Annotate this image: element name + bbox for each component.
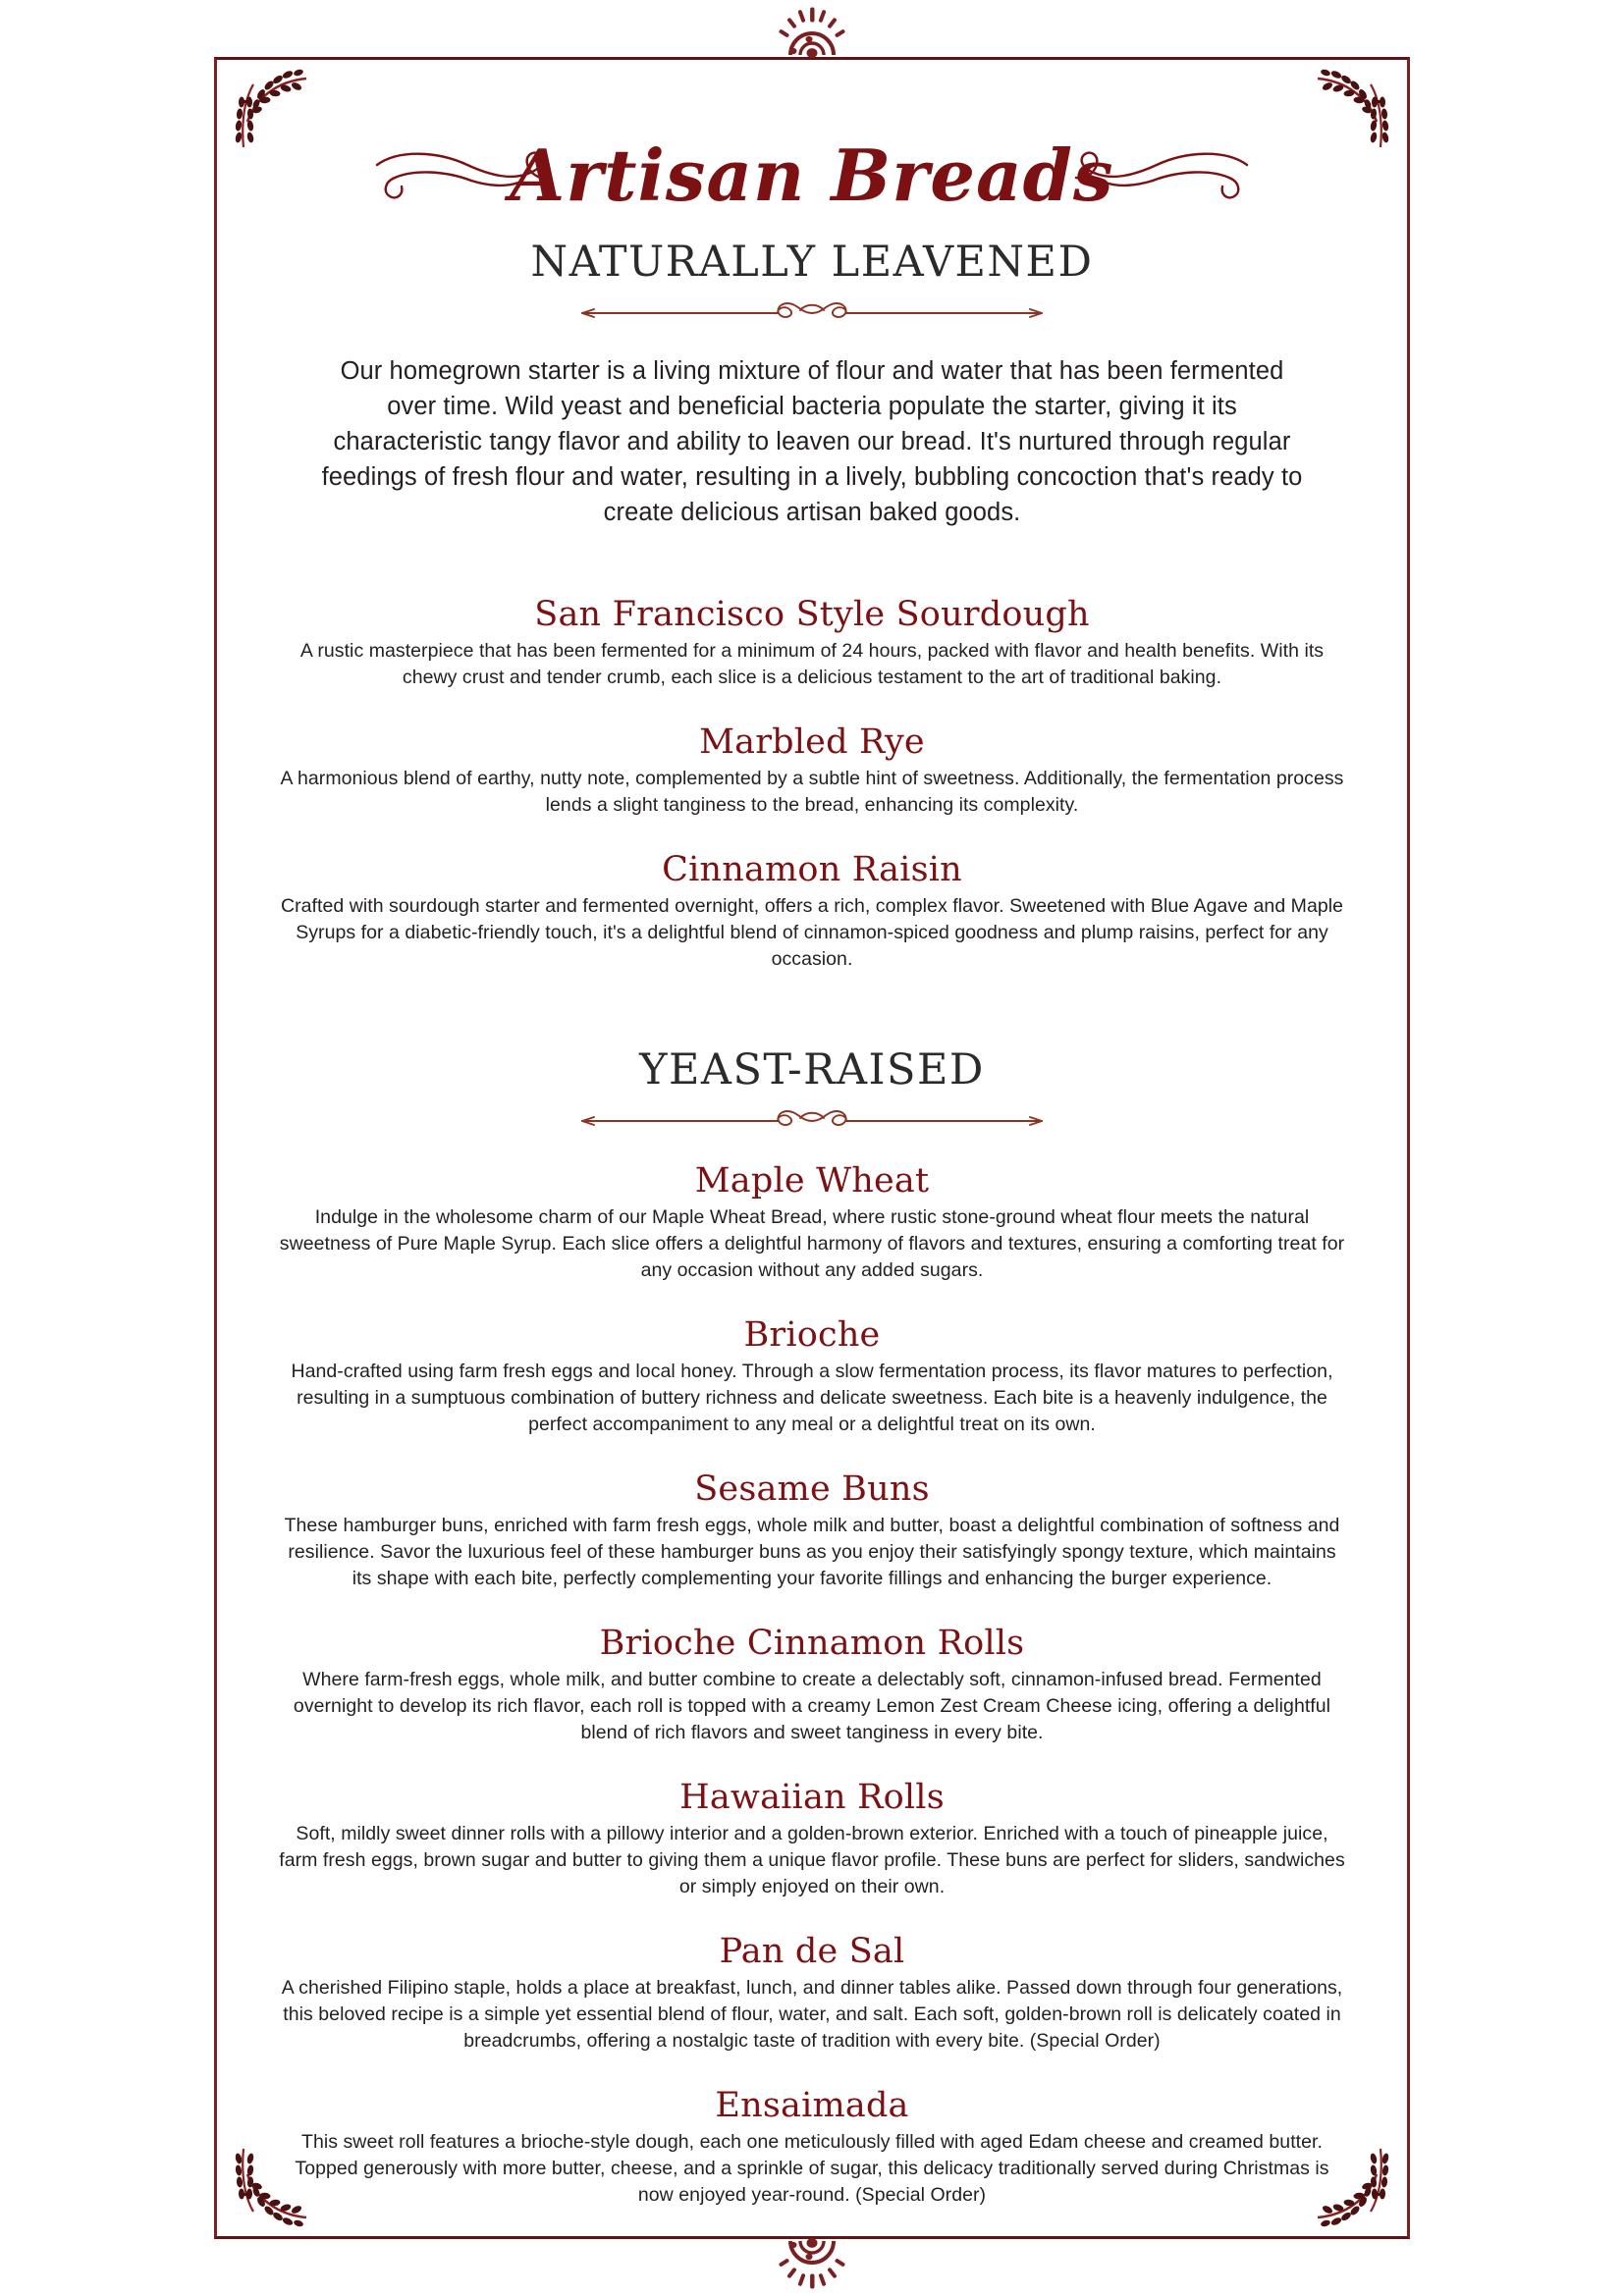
menu-item [245,593,1379,691]
section-divider [576,1104,1048,1130]
menu-title-block [245,122,1379,238]
menu-content [245,94,1379,2206]
menu-item-name: Hawaiian Rolls [679,1778,945,1817]
section-divider [576,296,1048,322]
menu-item-description: This sweet roll features a brioche-style dough, each one meticulously filled with aged Edam cheese and creamed butter. Topped generously with more butter, cheese, and a sprinkle of sugar, this delicacy traditionally served during Christmas is now enjoyed year-round. (Special Order) [295,2131,1329,2206]
menu-item-description: Where farm-fresh eggs, whole milk, and butter combine to create a delectably soft, cinnamon-infused bread. Fermented overnight to develop its rich flavor, each roll is topped with a creamy Lemon Zest Cream Cheese icing, offering a delightful blend of rich flavors and sweet tanginess in every bite. [293,1669,1331,1743]
section-intro-text: Our homegrown starter is a living mixture of flour and water that has been fermented over time. Wild yeast and beneficial bacteria populate the starter, giving it its characteristic tangy flavor and ability to leaven our bread. It's nurtured through regular feedings of fresh flour and water, resulting in a lively, bubbling concoction that's ready to create delicious artisan baked goods. [321,357,1303,526]
menu-item [245,1930,1379,2055]
menu-item [245,848,1379,973]
menu-item-name: Sesame Buns [694,1469,930,1509]
sunburst-ornament-icon [753,2237,871,2292]
menu-item-name: Ensaimada [715,2086,909,2125]
section-heading-naturally-leavened: NATURALLY LEAVENED [530,238,1094,287]
section-heading-yeast-raised: YEAST-RAISED [639,1045,985,1095]
page-title: Artisan Breads [510,133,1114,217]
menu-item-description: Soft, mildly sweet dinner rolls with a pillowy interior and a golden-brown exterior. Enriched with a touch of pineapple juice, farm fresh eggs, brown sugar and butter to giving them a unique flavor profile. These buns are perfect for sliders, sandwiches or simply enjoyed on their own. [279,1823,1345,1897]
menu-item-name: Brioche [743,1315,881,1355]
menu-item-name: San Francisco Style Sourdough [534,595,1090,634]
menu-item-description: A harmonious blend of earthy, nutty note, complemented by a subtle hint of sweetness. Additionally, the fermentation process lends a slight tanginess to the bread, enhancing its complexity. [280,768,1344,816]
menu-item-name: Pan de Sal [719,1932,905,1971]
sunburst-ornament-icon [753,4,871,59]
menu-item-description: A rustic masterpiece that has been fermented for a minimum of 24 hours, packed with flavor and health benefits. With its chewy crust and tender crumb, each slice is a delicious testament to the art of traditional baking. [299,640,1325,688]
menu-item-name: Cinnamon Raisin [662,850,962,889]
menu-item-name: Brioche Cinnamon Rolls [599,1624,1025,1663]
menu-item-description: Indulge in the wholesome charm of our Maple Wheat Bread, where rustic stone-ground wheat flour meets the natural sweetness of Pure Maple Syrup. Each slice offers a delightful harmony of flavors and textures, ensuring a comforting treat for any occasion without any added sugars. [279,1206,1345,1281]
menu-item [245,721,1379,819]
menu-item-description: Crafted with sourdough starter and fermented overnight, offers a rich, complex flavor. Sweetened with Blue Agave and Maple Syrups for a diabetic-friendly touch, it's a delightful blend of cinnamon-spiced goodness and plump raisins, perfect for any occasion. [280,895,1344,970]
menu-item [245,1313,1379,1438]
menu-item-name: Maple Wheat [694,1161,930,1201]
menu-item [245,1776,1379,1900]
menu-item [245,1159,1379,1284]
menu-item [245,1468,1379,1592]
menu-item-description: Hand-crafted using farm fresh eggs and local honey. Through a slow fermentation process, its flavor matures to perfection, resulting in a sumptuous combination of buttery richness and delicate sweetness. Each bite is a heavenly indulgence, the perfect accompaniment to any meal or a delightful treat on its own. [291,1361,1333,1435]
menu-item-description: These hamburger buns, enriched with farm fresh eggs, whole milk and butter, boast a delightful combination of softness and resilience. Savor the luxurious feel of these hamburger buns as you enjoy their satisfyingly spongy texture, which maintains its shape with each bite, perfectly complementing your favorite fillings and enhancing the burger experience. [284,1515,1340,1589]
menu-item [245,1622,1379,1746]
menu-item-description: A cherished Filipino staple, holds a place at breakfast, lunch, and dinner tables alike. Passed down through four generations, this beloved recipe is a simple yet essential blend of flour, water, and salt. Each soft, golden-brown roll is delicately coated in breadcrumbs, offering a nostalgic taste of tradition with every bite. (Special Order) [281,1977,1343,2052]
menu-item-name: Marbled Rye [699,722,925,762]
menu-item [245,2084,1379,2209]
